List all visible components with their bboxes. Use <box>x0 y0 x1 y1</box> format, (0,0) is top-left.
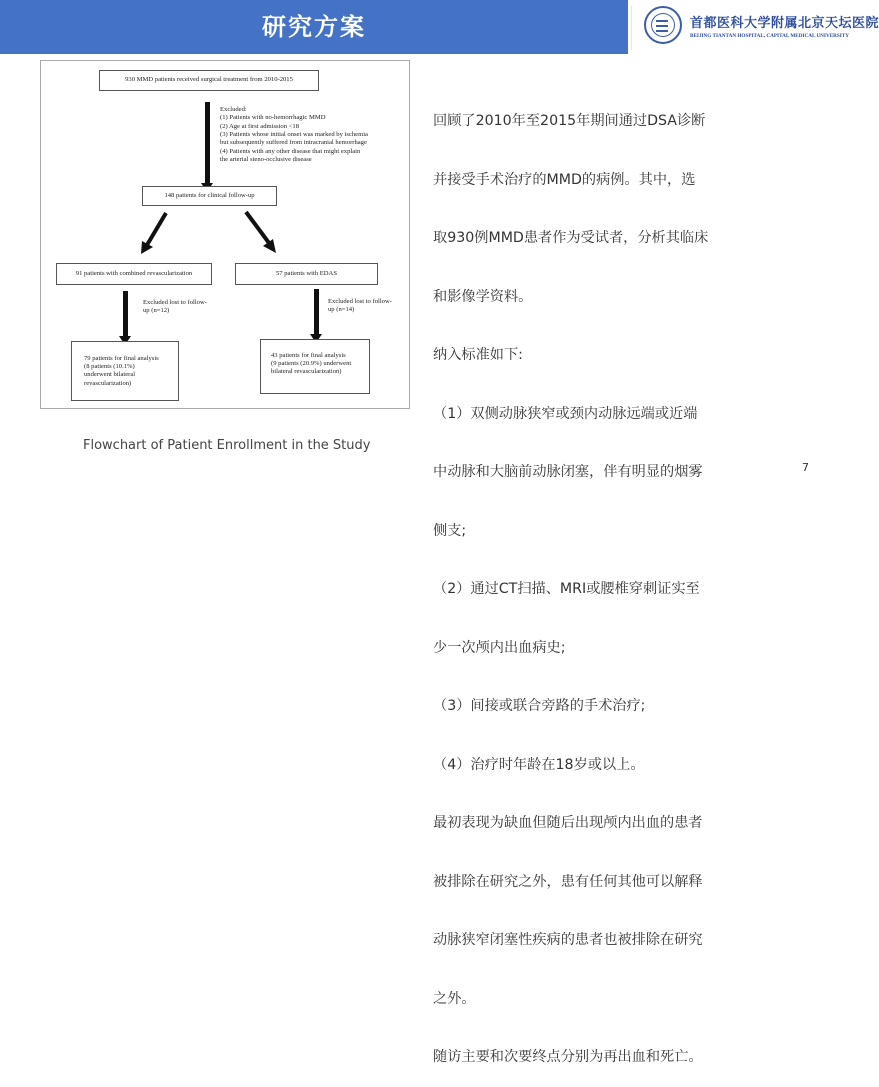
body-line: 被排除在研究之外，患有任何其他可以解释 <box>433 873 703 890</box>
enrollment-flowchart <box>40 60 410 409</box>
exclusion-criteria: Excluded: (1) Patients with no-hemorrhagic MMD (2) Age at first admission <18 (3) Patients whose initial onset was marked by ischemia but subsequently suffered from intracranial hemorrhage (4) Patients with any other disease that might explain the arterial steno-occlusive disease <box>220 106 368 164</box>
body-line: 之外。 <box>433 990 476 1007</box>
arrow-right-down-shaft <box>314 289 319 335</box>
box-edas: 57 patients with EDAS <box>235 263 378 285</box>
body-line: 随访主要和次要终点分别为再出血和死亡。 <box>433 1049 703 1065</box>
hospital-name-en: BEIJING TIANTAN HOSPITAL, CAPITAL MEDICAL UNIVERSITY <box>690 33 850 39</box>
header-divider <box>631 6 632 50</box>
hospital-name-cn: 首都医科大学附属北京天坛医院 <box>690 16 879 31</box>
body-line: （4）治疗时年龄在18岁或以上。 <box>433 756 645 773</box>
slide-title: 研究方案 <box>262 13 366 41</box>
body-line: 取930例MMD患者作为受试者，分析其临床 <box>433 230 709 246</box>
excluded-lost-right: Excluded lost to follow- up (n=14) <box>328 298 392 314</box>
body-line: （1）双侧动脉狭窄或颈内动脉远端或近端 <box>433 405 698 422</box>
box-final-right: 43 patients for final analysis (9 patients (20.9%) underwent bilateral revascularization) <box>260 339 370 394</box>
body-line: 回顾了2010年至2015年期间通过DSA诊断 <box>433 113 706 129</box>
body-line: 少一次颅内出血病史; <box>433 639 566 656</box>
arrow-left-down-shaft <box>123 291 128 337</box>
body-line: 中动脉和大脑前动脉闭塞，伴有明显的烟雾 <box>433 464 703 480</box>
page-number: 7 <box>802 461 809 474</box>
body-line: 并接受手术治疗的MMD的病例。其中，选 <box>433 171 696 188</box>
hospital-seal-icon <box>644 6 682 44</box>
box-final-left: 79 patients for final analysis (8 patients (10.1%) underwent bilateral revascularization) <box>71 341 179 401</box>
study-description <box>433 73 793 1087</box>
excluded-lost-left: Excluded lost to follow- up (n=12) <box>143 299 207 315</box>
box-combined-revascularization: 91 patients with combined revascularization <box>56 263 212 285</box>
body-line: （2）通过CT扫描、MRI或腰椎穿刺证实至 <box>433 581 700 597</box>
arrow-right-branch <box>246 212 269 243</box>
body-line: 最初表现为缺血但随后出现颅内出血的患者 <box>433 815 703 831</box>
body-line: 纳入标准如下: <box>433 347 523 363</box>
box-total-patients: 930 MMD patients received surgical treatment from 2010-2015 <box>99 70 319 91</box>
hospital-logo <box>638 4 879 52</box>
title-bar <box>0 0 628 54</box>
box-followup: 148 patients for clinical follow-up <box>142 186 277 206</box>
arrow-left-branch <box>147 213 166 245</box>
figure-caption: Flowchart of Patient Enrollment in the Study <box>83 438 371 453</box>
body-line: 动脉狭窄闭塞性疾病的患者也被排除在研究 <box>433 932 703 948</box>
body-line: 侧支; <box>433 522 467 539</box>
body-line: （3）间接或联合旁路的手术治疗; <box>433 698 646 714</box>
body-line: 和影像学资料。 <box>433 288 533 305</box>
